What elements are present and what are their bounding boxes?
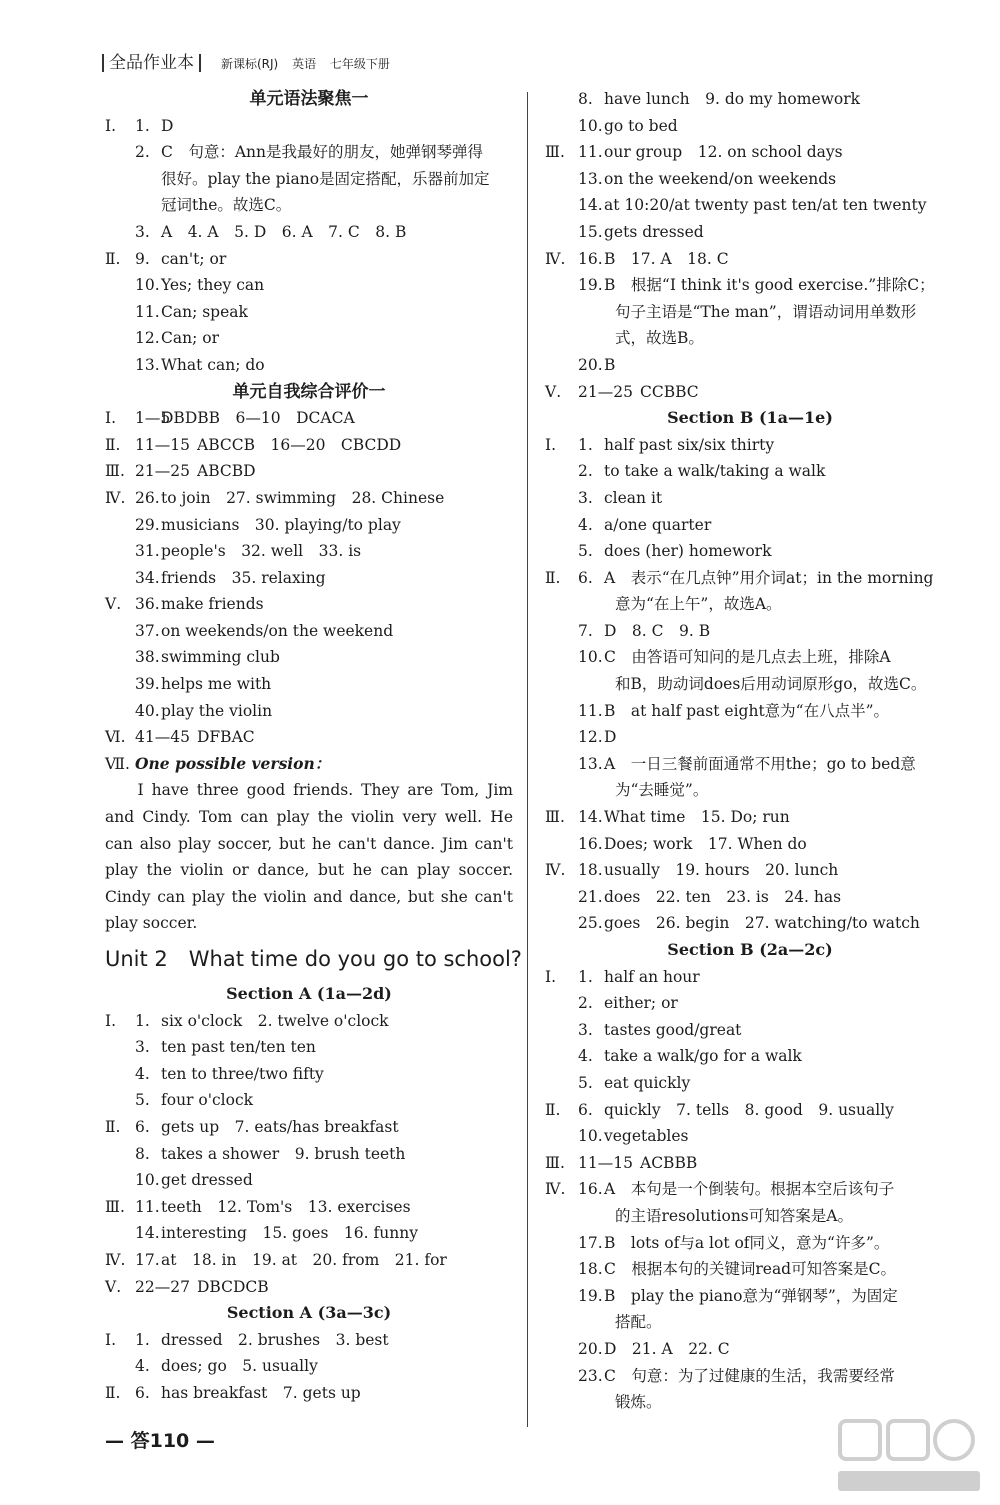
answer-text: six o'clock 2. twelve o'clock xyxy=(161,1011,389,1030)
answer-line xyxy=(105,1274,513,1301)
answer-line xyxy=(545,671,955,698)
answer-line xyxy=(545,192,955,219)
answer-line xyxy=(545,512,955,539)
answer-text: D xyxy=(161,116,174,135)
answer-text: gets dressed xyxy=(604,222,704,241)
section-title: 单元语法聚焦一 xyxy=(249,89,369,109)
answer-line xyxy=(105,1353,513,1380)
brand-label: 全品作业本 xyxy=(102,54,201,72)
part-number: Ⅲ. xyxy=(545,808,565,827)
question-number: 2. xyxy=(578,462,593,481)
answer-text: friends 35. relaxing xyxy=(161,568,326,587)
answer-text: usually 19. hours 20. lunch xyxy=(604,861,839,880)
answer-text: musicians 30. playing/to play xyxy=(161,515,401,534)
answer-line xyxy=(545,458,955,485)
answer-line xyxy=(545,139,955,166)
question-number: 21—25 xyxy=(578,382,633,401)
question-number: 18. xyxy=(578,1260,603,1279)
section-title: 单元自我综合评价一 xyxy=(232,381,386,402)
question-number: 11—15 xyxy=(578,1153,633,1172)
answer-line xyxy=(545,1309,955,1336)
answer-line xyxy=(105,1327,513,1354)
answer-line xyxy=(105,1194,513,1221)
answer-text: on the weekend/on weekends xyxy=(604,169,837,188)
question-number: 13. xyxy=(578,169,603,188)
answer-text: goes 26. begin 27. watching/to watch xyxy=(604,914,920,933)
answer-text: B 根据“I think it's good exercise.”排除C； xyxy=(604,276,935,295)
answer-line xyxy=(545,751,955,778)
question-number: 13. xyxy=(135,355,160,374)
question-number: 34. xyxy=(135,568,160,587)
question-number: 18. xyxy=(578,861,603,880)
question-number: 20. xyxy=(578,355,603,374)
question-number: 12. xyxy=(578,728,603,747)
question-number: 10. xyxy=(135,1171,160,1190)
answer-text: clean it xyxy=(604,488,663,507)
answer-line xyxy=(105,698,513,725)
answer-line xyxy=(105,458,513,485)
answer-line xyxy=(105,1008,513,1035)
question-number: 5. xyxy=(578,1073,593,1092)
answer-text: interesting 15. goes 16. funny xyxy=(161,1224,418,1243)
answer-continuation: 冠词the。故选C。 xyxy=(161,196,292,215)
grade-label: 七年级下册 xyxy=(329,56,390,71)
answer-line xyxy=(545,1203,955,1230)
part-number: Ⅰ. xyxy=(105,116,117,135)
answer-line xyxy=(105,1034,513,1061)
question-number: 31. xyxy=(135,542,160,561)
question-number: 1. xyxy=(578,435,593,454)
answer-line xyxy=(105,1141,513,1168)
left-column xyxy=(105,86,522,1407)
answer-text: helps me with xyxy=(161,675,272,694)
answer-line xyxy=(545,1230,955,1257)
answer-line xyxy=(105,113,513,140)
part-number: Ⅳ. xyxy=(545,861,566,880)
answer-text: four o'clock xyxy=(161,1091,254,1110)
answer-line xyxy=(105,246,513,273)
part-number: Ⅱ. xyxy=(105,1383,121,1402)
column-divider xyxy=(527,92,528,1427)
part-number: Ⅵ. xyxy=(105,728,126,747)
answer-line xyxy=(105,139,513,166)
question-number: 21—25 xyxy=(135,462,190,481)
part-number: Ⅱ. xyxy=(105,249,121,268)
answer-line xyxy=(545,352,955,379)
answer-text: ABCCB 16—20 CBCDD xyxy=(197,435,402,454)
answer-text: either; or xyxy=(604,994,678,1013)
question-number: 3. xyxy=(135,1038,150,1057)
answer-line xyxy=(545,432,955,459)
question-number: 1—5 xyxy=(135,409,171,428)
answer-line xyxy=(105,485,513,512)
part-number: Ⅰ. xyxy=(105,409,117,428)
part-number: Ⅰ. xyxy=(105,1330,117,1349)
question-number: 17. xyxy=(578,1233,603,1252)
answer-text: DBDBB 6—10 DCACA xyxy=(161,409,355,428)
answer-text: C 根据本句的关键词read可知答案是C。 xyxy=(604,1260,896,1279)
question-number: 26. xyxy=(135,488,160,507)
answer-line xyxy=(545,698,955,725)
question-number: 41—45 xyxy=(135,728,190,747)
question-number: 7. xyxy=(578,621,593,640)
answer-line xyxy=(545,777,955,804)
question-number: 16. xyxy=(578,1180,603,1199)
answer-line xyxy=(545,964,955,991)
answer-line xyxy=(105,166,513,193)
answer-continuation: 锻炼。 xyxy=(615,1393,662,1412)
question-number: 3. xyxy=(578,488,593,507)
answer-text: people's 32. well 33. is xyxy=(161,542,362,561)
answer-text: teeth 12. Tom's 13. exercises xyxy=(161,1197,411,1216)
part-number: Ⅲ. xyxy=(105,1197,125,1216)
answer-line xyxy=(105,724,513,751)
question-number: 22—27 xyxy=(135,1277,190,1296)
answer-line xyxy=(105,192,513,219)
answer-line xyxy=(545,724,955,751)
question-number: 19. xyxy=(578,276,603,295)
answer-text: B lots of与a lot of同义，意为“许多”。 xyxy=(604,1233,890,1252)
answer-text: Can; or xyxy=(161,329,219,348)
answer-line xyxy=(545,485,955,512)
question-number: 17. xyxy=(135,1250,160,1269)
answer-text: does 22. ten 23. is 24. has xyxy=(604,887,842,906)
question-number: 12. xyxy=(135,329,160,348)
question-number: 1. xyxy=(135,1011,150,1030)
question-number: 14. xyxy=(135,1224,160,1243)
answer-line xyxy=(105,538,513,565)
question-number: 39. xyxy=(135,675,160,694)
sample-essay: I have three good friends. They are Tom, Jim and Cindy. Tom can play the violin very well. He can also play soccer, but he can't dance. Jim can't play the violin or dance, but he can play soccer. Cindy can play the violin and dance, but she can't play soccer. xyxy=(105,781,513,933)
question-number: 1. xyxy=(135,116,150,135)
question-number: 6. xyxy=(578,568,593,587)
answer-line xyxy=(545,1283,955,1310)
answer-line xyxy=(105,405,513,432)
answer-text: tastes good/great xyxy=(604,1020,742,1039)
answer-text: CCBBC xyxy=(640,382,699,401)
answer-text: have lunch 9. do my homework xyxy=(604,90,861,108)
answer-text: ten past ten/ten ten xyxy=(161,1038,316,1057)
answer-line xyxy=(545,113,955,140)
part-number: Ⅴ. xyxy=(105,595,122,614)
part-number: Ⅱ. xyxy=(545,1100,561,1119)
question-number: 5. xyxy=(135,1091,150,1110)
answer-text: What can; do xyxy=(161,355,265,374)
answer-text: gets up 7. eats/has breakfast xyxy=(161,1117,399,1136)
answer-line xyxy=(105,565,513,592)
answer-line xyxy=(545,1123,955,1150)
answer-continuation: 意为“在上午”，故选A。 xyxy=(615,595,782,614)
answer-text: half past six/six thirty xyxy=(604,435,775,454)
unit-title: Unit 2 What time do you go to school? xyxy=(105,947,522,971)
question-number: 16. xyxy=(578,249,603,268)
answer-text: play the violin xyxy=(161,701,273,720)
answer-line xyxy=(545,990,955,1017)
question-number: 23. xyxy=(578,1366,603,1385)
answer-line xyxy=(545,1389,955,1416)
answer-line xyxy=(105,1061,513,1088)
answer-text: a/one quarter xyxy=(604,515,712,534)
answer-text: C 句意：Ann是我最好的朋友，她弹钢琴弹得 xyxy=(161,143,484,162)
page-number: — 答110 — xyxy=(105,1430,215,1452)
answer-line xyxy=(545,379,955,406)
question-number: 5. xyxy=(578,542,593,561)
answer-line xyxy=(545,644,955,671)
answer-line xyxy=(105,432,513,459)
answer-text: takes a shower 9. brush teeth xyxy=(161,1144,406,1163)
question-number: 10. xyxy=(578,648,603,667)
answer-text: ten to three/two fifty xyxy=(161,1064,324,1083)
question-number: 16. xyxy=(578,834,603,853)
answer-text: can't; or xyxy=(161,249,227,268)
part-number: Ⅳ. xyxy=(545,1180,566,1199)
question-number: 36. xyxy=(135,595,160,614)
question-number: 37. xyxy=(135,621,160,640)
answer-line xyxy=(545,884,955,911)
part-number: Ⅲ. xyxy=(545,143,565,162)
question-number: 1. xyxy=(135,1330,150,1349)
answer-line xyxy=(105,299,513,326)
section-heading: Section B (1a—1e) xyxy=(667,408,833,428)
answer-continuation: 的主语resolutions可知答案是A。 xyxy=(615,1206,853,1225)
answer-continuation: 句子主语是“The man”，谓语动词用单数形 xyxy=(615,302,917,321)
answer-line xyxy=(105,1247,513,1274)
answer-text: vegetables xyxy=(604,1127,689,1146)
part-number: Ⅴ. xyxy=(105,1277,122,1296)
answer-line xyxy=(545,1176,955,1203)
answer-text: does; go 5. usually xyxy=(161,1357,318,1376)
answer-text: B 17. A 18. C xyxy=(604,249,729,268)
answer-text: take a walk/go for a walk xyxy=(604,1047,802,1066)
answer-line xyxy=(545,618,955,645)
question-number: 14. xyxy=(578,808,603,827)
part-number: Ⅱ. xyxy=(545,568,561,587)
part-number: Ⅰ. xyxy=(545,967,557,986)
question-number: 13. xyxy=(578,754,603,773)
question-number: 11. xyxy=(135,302,160,321)
answer-line xyxy=(105,219,513,246)
part-number: Ⅱ. xyxy=(105,435,121,454)
question-number: 10. xyxy=(578,116,603,135)
answer-line xyxy=(105,1167,513,1194)
essay-label: One possible version： xyxy=(135,753,331,773)
question-number: 14. xyxy=(578,196,603,215)
answer-line xyxy=(545,1363,955,1390)
curriculum-label: 新课标(RJ) xyxy=(221,56,279,71)
question-number: 3. xyxy=(578,1020,593,1039)
answer-continuation: 式，故选B。 xyxy=(615,329,704,348)
answer-text: go to bed xyxy=(604,116,678,135)
answer-line xyxy=(105,618,513,645)
answer-line xyxy=(105,1114,513,1141)
part-number: Ⅰ. xyxy=(545,435,557,454)
answer-text: make friends xyxy=(161,595,264,614)
question-number: 11. xyxy=(135,1197,160,1216)
question-number: 8. xyxy=(578,90,593,108)
question-number: 3. xyxy=(135,222,150,241)
answer-line xyxy=(545,591,955,618)
question-number: 10. xyxy=(135,276,160,295)
page-header xyxy=(102,50,400,76)
answer-line xyxy=(545,325,955,352)
section-heading: Section B (2a—2c) xyxy=(667,940,833,959)
question-number: 11. xyxy=(578,701,603,720)
watermark-logo xyxy=(834,1415,984,1495)
answer-line xyxy=(105,512,513,539)
answer-line xyxy=(105,272,513,299)
answer-text: to join 27. swimming 28. Chinese xyxy=(161,488,445,507)
question-number: 11. xyxy=(578,143,603,162)
question-number: 1. xyxy=(578,967,593,986)
answer-line xyxy=(545,1256,955,1283)
answer-text: A 4. A 5. D 6. A 7. C 8. B xyxy=(161,222,407,241)
answer-line xyxy=(545,86,955,113)
answer-text: D 8. C 9. B xyxy=(604,621,711,640)
question-number: 10. xyxy=(578,1127,603,1146)
answer-text: C 由答语可知问的是几点去上班，排除A xyxy=(604,648,891,667)
answer-line xyxy=(105,1380,513,1407)
answer-text: Yes; they can xyxy=(161,276,265,295)
part-number: Ⅲ. xyxy=(105,462,125,481)
answer-line xyxy=(545,1043,955,1070)
answer-text: DBCDCB xyxy=(197,1277,269,1296)
answer-text: A 一日三餐前面通常不用the；go to bed意 xyxy=(604,754,916,773)
answer-line xyxy=(105,591,513,618)
question-number: 9. xyxy=(135,249,150,268)
answer-text: swimming club xyxy=(161,648,280,667)
question-number: 6. xyxy=(135,1117,150,1136)
answer-text: B xyxy=(604,355,616,374)
question-number: 20. xyxy=(578,1339,603,1358)
answer-line xyxy=(545,219,955,246)
right-column xyxy=(545,86,955,1416)
answer-text: get dressed xyxy=(161,1171,253,1190)
answer-continuation: 为“去睡觉”。 xyxy=(615,781,709,800)
answer-line xyxy=(545,246,955,273)
question-number: 11—15 xyxy=(135,435,190,454)
answer-text: on weekends/on the weekend xyxy=(161,621,394,640)
answer-text: ACBBB xyxy=(640,1153,698,1172)
question-number: 2. xyxy=(578,994,593,1013)
section-heading: Section A (1a—2d) xyxy=(226,984,392,1003)
answer-line xyxy=(545,538,955,565)
question-number: 21. xyxy=(578,887,603,906)
answer-line xyxy=(545,299,955,326)
answer-line xyxy=(545,1336,955,1363)
answer-text: our group 12. on school days xyxy=(604,143,843,162)
answer-line xyxy=(545,1017,955,1044)
question-number: 6. xyxy=(135,1383,150,1402)
answer-line xyxy=(545,166,955,193)
answer-line xyxy=(545,910,955,937)
answer-text: D xyxy=(604,728,617,747)
answer-text: quickly 7. tells 8. good 9. usually xyxy=(604,1100,894,1119)
answer-line xyxy=(105,644,513,671)
part-number: Ⅳ. xyxy=(545,249,566,268)
question-number: 4. xyxy=(578,1047,593,1066)
answer-text: Can; speak xyxy=(161,302,248,321)
answer-text: B at half past eight意为“在八点半”。 xyxy=(604,701,890,720)
part-number: Ⅳ. xyxy=(105,488,126,507)
answer-text: at 10:20/at twenty past ten/at ten twenty xyxy=(604,196,927,215)
answer-text: DFBAC xyxy=(197,728,255,747)
answer-text: half an hour xyxy=(604,967,700,986)
answer-line xyxy=(545,857,955,884)
answer-line xyxy=(545,272,955,299)
part-number: Ⅳ. xyxy=(105,1250,126,1269)
answer-line xyxy=(105,1220,513,1247)
question-number: 38. xyxy=(135,648,160,667)
part-number: Ⅲ. xyxy=(545,1153,565,1172)
part-number: Ⅱ. xyxy=(105,1117,121,1136)
question-number: 2. xyxy=(135,143,150,162)
answer-line xyxy=(545,1150,955,1177)
answer-text: to take a walk/taking a walk xyxy=(604,462,826,481)
answer-line xyxy=(545,804,955,831)
section-heading: Section A (3a—3c) xyxy=(226,1303,392,1323)
answer-line xyxy=(105,352,513,379)
question-number: 4. xyxy=(135,1357,150,1376)
answer-line xyxy=(545,831,955,858)
question-number: 6. xyxy=(578,1100,593,1119)
part-number: Ⅶ. xyxy=(105,754,130,773)
question-number: 15. xyxy=(578,222,603,241)
answer-text: A 本句是一个倒装句。根据本空后该句子 xyxy=(604,1180,895,1199)
question-number: 40. xyxy=(135,701,160,720)
answer-text: eat quickly xyxy=(604,1073,691,1092)
answer-text: at 18. in 19. at 20. from 21. for xyxy=(161,1250,447,1269)
answer-text: A 表示“在几点钟”用介词at；in the morning xyxy=(604,568,934,587)
question-number: 4. xyxy=(578,515,593,534)
answer-line xyxy=(105,325,513,352)
answer-line xyxy=(545,1070,955,1097)
subject-label: 英语 xyxy=(292,56,317,71)
answer-continuation: 和B，助动词does后用动词原形go，故选C。 xyxy=(615,675,927,694)
answer-text: has breakfast 7. gets up xyxy=(161,1383,361,1402)
answer-text: B play the piano意为“弹钢琴”，为固定 xyxy=(604,1286,898,1305)
answer-line xyxy=(105,1087,513,1114)
answer-line xyxy=(105,751,513,778)
question-number: 4. xyxy=(135,1064,150,1083)
answer-text: C 句意：为了过健康的生活，我需要经常 xyxy=(604,1366,895,1385)
answer-line xyxy=(105,671,513,698)
answer-continuation: 搭配。 xyxy=(615,1313,662,1332)
answer-text: dressed 2. brushes 3. best xyxy=(161,1330,389,1349)
book-info xyxy=(221,55,400,72)
part-number: Ⅴ. xyxy=(545,382,562,401)
answer-line xyxy=(545,565,955,592)
answer-text: ABCBD xyxy=(197,462,256,481)
answer-text: D 21. A 22. C xyxy=(604,1339,730,1358)
part-number: Ⅰ. xyxy=(105,1011,117,1030)
question-number: 29. xyxy=(135,515,160,534)
answer-text: does (her) homework xyxy=(604,542,772,561)
question-number: 19. xyxy=(578,1286,603,1305)
answer-continuation: 很好。play the piano是固定搭配，乐器前加定 xyxy=(161,169,490,188)
question-number: 25. xyxy=(578,914,603,933)
answer-text: Does; work 17. When do xyxy=(604,834,807,853)
question-number: 8. xyxy=(135,1144,150,1163)
answer-line xyxy=(545,1097,955,1124)
answer-text: What time 15. Do; run xyxy=(604,808,790,827)
